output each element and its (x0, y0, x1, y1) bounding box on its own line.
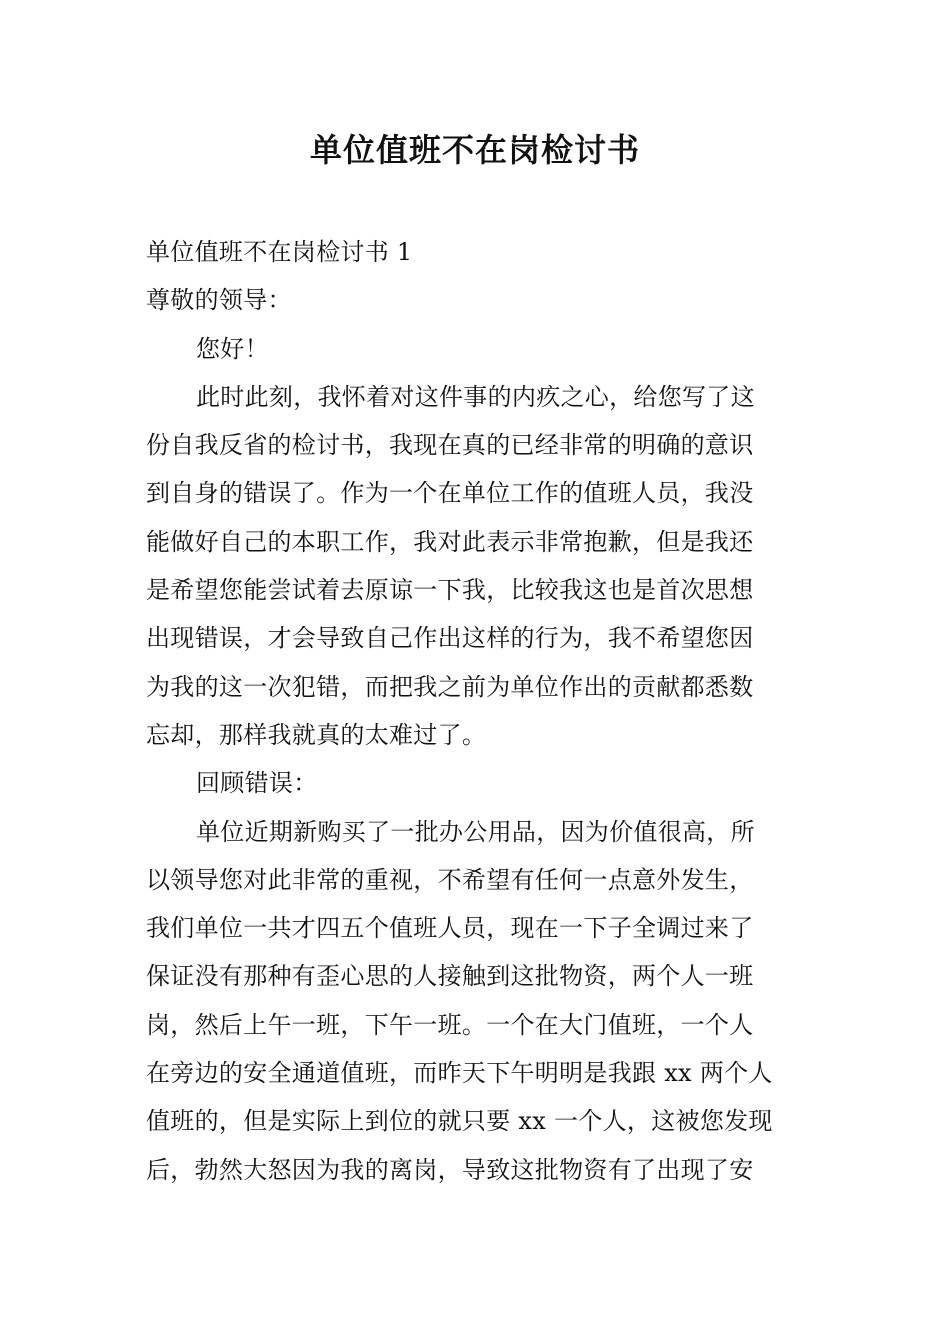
paragraph-line: 单位近期新购买了一批办公用品，因为价值很高，所 (196, 817, 755, 846)
document-body (146, 228, 808, 1194)
paragraph-line: 出现错误，才会导致自己作出这样的行为，我不希望您因 (146, 624, 754, 653)
paragraph-line: 为我的这一次犯错，而把我之前为单位作出的贡献都悉数 (146, 672, 754, 701)
paragraph-line: 份自我反省的检讨书，我现在真的已经非常的明确的意识 (146, 431, 754, 460)
paragraph-line: 忘却，那样我就真的太难过了。 (146, 720, 487, 749)
paragraph-line: 后，勃然大怒因为我的离岗，导致这批物资有了出现了安 (146, 1155, 754, 1184)
paragraph-line: 我们单位一共才四五个值班人员，现在一下子全调过来了 (146, 914, 754, 943)
paragraph-line: 在旁边的安全通道值班，而昨天下午明明是我跟 xx 两个人 (146, 1059, 773, 1088)
subheading: 回顾错误： (196, 769, 318, 798)
paragraph-line: 岗，然后上午一班，下午一班。一个在大门值班，一个人 (146, 1010, 754, 1039)
paragraph-line: 到自身的错误了。作为一个在单位工作的值班人员，我没 (146, 479, 754, 508)
salutation: 尊敬的领导： (146, 286, 292, 315)
section-heading: 单位值班不在岗检讨书 1 (146, 238, 413, 266)
paragraph-line: 是希望您能尝试着去原谅一下我，比较我这也是首次思想 (146, 576, 754, 605)
greeting: 您好！ (196, 334, 269, 363)
document-title: 单位值班不在岗检讨书 (309, 131, 640, 169)
paragraph-line: 此时此刻，我怀着对这件事的内疚之心，给您写了这 (196, 382, 755, 411)
paragraph-line: 保证没有那种有歪心思的人接触到这批物资，两个人一班 (146, 962, 754, 991)
paragraph-line: 以领导您对此非常的重视，不希望有任何一点意外发生， (146, 865, 754, 894)
paragraph-line: 能做好自己的本职工作，我对此表示非常抱歉，但是我还 (146, 527, 754, 556)
paragraph-line: 值班的，但是实际上到位的就只要 xx 一个人，这被您发现 (146, 1107, 773, 1136)
